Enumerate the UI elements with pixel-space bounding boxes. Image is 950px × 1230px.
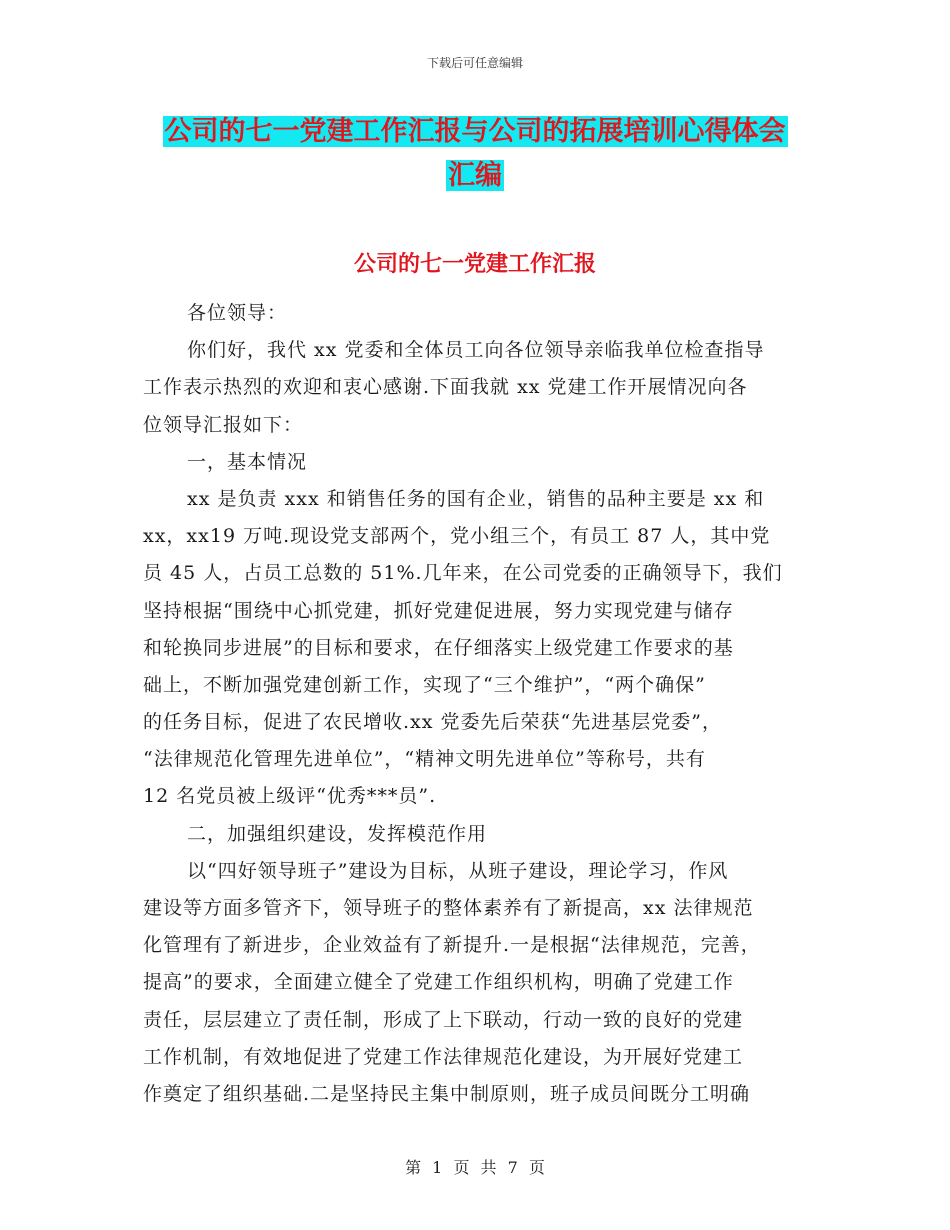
body-text — [143, 295, 811, 1113]
text-line: 你们好，我代 xx 党委和全体员工向各位领导亲临我单位检查指导 — [187, 339, 765, 362]
text-line: 员 45 人，占员工总数的 51%.几年来，在公司党委的正确领导下，我们 — [143, 562, 783, 585]
text-line: 化管理有了新进步，企业效益有了新提升.一是根据“法律规范，完善， — [143, 934, 761, 957]
section-title: 公司的七一党建工作汇报 — [353, 252, 596, 277]
text-line: 以“四好领导班子”建设为目标，从班子建设，理论学习，作风 — [187, 859, 729, 882]
text-line: 坚持根据“围绕中心抓党建，抓好党建促进展，努力实现党建与储存 — [143, 599, 734, 622]
text-line: 二，加强组织建设，发挥模范作用 — [187, 822, 488, 845]
text-line: 和轮换同步进展”的目标和要求，在仔细落实上级党建工作要求的基 — [143, 636, 734, 659]
header-note: 下载后可任意编辑 — [426, 56, 523, 70]
text-line: 提高”的要求，全面建立健全了党建工作组织机构，明确了党建工作 — [143, 971, 734, 994]
text-line: 各位领导： — [187, 302, 288, 324]
text-line: 工作表示热烈的欢迎和衷心感谢.下面我就 xx 党建工作开展情况向各 — [143, 376, 748, 399]
page-footer: 第 1 页 共 7 页 — [405, 1158, 545, 1177]
document-title — [140, 110, 810, 198]
title-line-2: 汇编 — [448, 160, 502, 191]
text-line: 建设等方面多管齐下，领导班子的整体素养有了新提高，xx 法律规范 — [143, 897, 754, 919]
text-line: xx 是负责 xxx 和销售任务的国有企业，销售的品种主要是 xx 和 — [187, 487, 765, 510]
text-line: 础上，不断加强党建创新工作，实现了“三个维护”，“两个确保” — [143, 673, 706, 696]
text-line: “法律规范化管理先进单位”，“精神文明先进单位”等称号，共有 — [143, 748, 706, 771]
text-line: 一，基本情况 — [187, 450, 308, 473]
text-line: 12 名党员被上级评“优秀***员”. — [143, 785, 437, 808]
title-line-1: 公司的七一党建工作汇报与公司的拓展培训心得体会 — [164, 116, 786, 147]
text-line: xx，xx19 万吨.现设党支部两个，党小组三个，有员工 87 人，其中党 — [143, 525, 771, 548]
text-line: 工作机制，有效地促进了党建工作法律规范化建设，为开展好党建工 — [143, 1045, 744, 1068]
text-line: 责任，层层建立了责任制，形成了上下联动，行动一致的良好的党建 — [143, 1008, 744, 1031]
text-line: 作奠定了组织基础.二是坚持民主集中制原则，班子成员间既分工明确 — [143, 1082, 751, 1105]
text-line: 位领导汇报如下： — [143, 413, 304, 436]
text-line: 的任务目标，促进了农民增收.xx 党委先后荣获“先进基层党委”， — [143, 711, 722, 734]
